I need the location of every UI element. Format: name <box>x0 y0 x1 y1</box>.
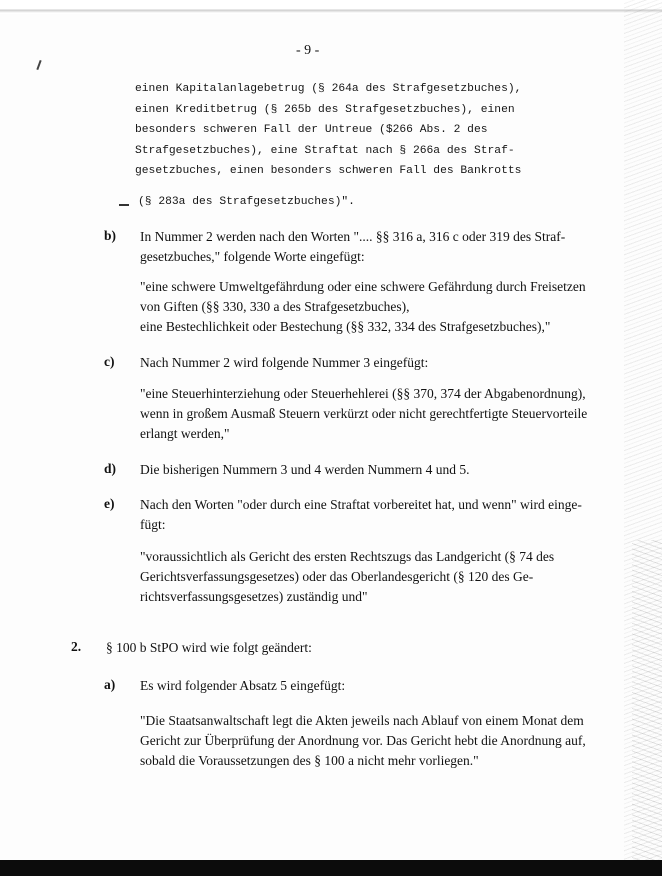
item-e-quote <box>140 547 554 607</box>
quote-line: "eine schwere Umweltgefährdung oder eine schwere Gefährdung durch Freisetzen <box>140 279 586 294</box>
item-label-b: b) <box>104 228 117 243</box>
section-2-heading: § 100 b StPO wird wie folgt geändert: <box>106 640 312 655</box>
typed-line: einen Kapitalanlagebetrug (§ 264a des Strafgesetzbuches), <box>135 83 522 95</box>
section-2-a-quote <box>140 711 586 771</box>
quote-line: sobald die Voraussetzungen des § 100 a nicht mehr vorliegen." <box>140 753 479 768</box>
scan-right-edge-noise <box>632 540 662 860</box>
item-line: In Nummer 2 werden nach den Worten ".... §§ 316 a, 316 c oder 319 des Straf- <box>140 229 566 244</box>
item-b-text <box>140 227 565 267</box>
page-number: - 9 - <box>296 43 320 58</box>
item-label-d: d) <box>104 461 117 476</box>
quote-line: "eine Steuerhinterziehung oder Steuerhehlerei (§§ 370, 374 der Abgabenordnung), <box>140 386 586 401</box>
item-c-text <box>140 353 428 373</box>
item-line: Die bisherigen Nummern 3 und 4 werden Nummern 4 und 5. <box>140 462 470 477</box>
quote-line: eine Bestechlichkeit oder Bestechung (§§ 332, 334 des Strafgesetzbuches)," <box>140 319 551 334</box>
item-line: fügt: <box>140 517 166 532</box>
scan-bottom-edge <box>0 860 662 876</box>
typed-line: Strafgesetzbuches), eine Straftat nach § 266a des Straf- <box>135 144 515 157</box>
section-2-label-a: a) <box>104 677 116 692</box>
item-line: gesetzbuches," folgende Worte eingefügt: <box>140 249 365 264</box>
item-c-quote <box>140 384 587 444</box>
typed-block <box>135 79 521 182</box>
item-label-c: c) <box>104 354 115 369</box>
section-2-a-text <box>140 676 345 696</box>
item-line: Nach Nummer 2 wird folgende Nummer 3 eingefügt: <box>140 355 429 370</box>
quote-line: von Giften (§§ 330, 330 a des Strafgesetzbuches), <box>140 299 410 314</box>
quote-line: Gerichtsverfassungsgesetzes) oder das Oberlandesgericht (§ 120 des Ge- <box>140 569 534 584</box>
section-number-2: 2. <box>71 639 82 654</box>
item-line: Nach den Worten "oder durch eine Straftat vorbereitet hat, und wenn" wird einge- <box>140 497 582 512</box>
item-label-e: e) <box>104 496 115 511</box>
item-e-text <box>140 495 582 535</box>
typed-line: gesetzbuches, einen besonders schweren Fall des Bankrotts <box>135 165 522 177</box>
quote-line: Gericht zur Überprüfung der Anordnung vor. Das Gericht hebt die Anordnung auf, <box>140 733 586 748</box>
item-b-quote <box>140 277 586 337</box>
quote-line: "voraussichtlich als Gericht des ersten Rechtszugs das Landgericht (§ 74 des <box>140 549 555 564</box>
typed-line-last: (§ 283a des Strafgesetzbuches)". <box>138 196 355 208</box>
quote-line: wenn in großem Ausmaß Steuern verkürzt oder nicht gerechtfertigte Steuervorteile <box>140 406 588 421</box>
quote-line: erlangt werden," <box>140 426 230 441</box>
typed-line: einen Kreditbetrug (§ 265b des Strafgesetzbuches), einen <box>135 103 515 116</box>
quote-line: richtsverfassungsgesetzes) zuständig und" <box>140 589 368 604</box>
margin-dash <box>119 204 129 206</box>
item-line: Es wird folgender Absatz 5 eingefügt: <box>140 678 346 693</box>
item-d-text <box>140 460 470 480</box>
scan-mark <box>36 60 41 70</box>
typed-line: besonders schweren Fall der Untreue ($266 Abs. 2 des <box>135 124 488 136</box>
scan-top-edge <box>0 0 662 14</box>
quote-line: "Die Staatsanwaltschaft legt die Akten jeweils nach Ablauf von einem Monat dem <box>140 713 584 728</box>
